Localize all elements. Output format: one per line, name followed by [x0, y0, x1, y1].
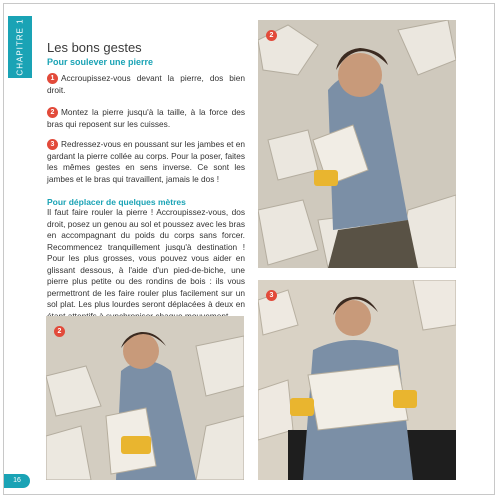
step-badge: 3: [47, 139, 58, 150]
photo-step-badge: 2: [266, 30, 277, 41]
step-text: Accroupissez-vous devant la pierre, dos bien droit.: [47, 73, 245, 95]
photo-illustration: [258, 280, 456, 480]
step-text: Redressez-vous en poussant sur les jambes et en gardant la pierre collée au corps. Pour la poser, faites les mêmes gestes en sens inverse. Ce sont les jambes et le bras qui travaillent, jamais le dos !: [47, 139, 246, 184]
page-subtitle: Pour soulever une pierre: [47, 57, 154, 67]
step-2: [47, 107, 245, 130]
photo-lifting-stone-step2: [258, 20, 456, 268]
step-text: Montez la pierre jusqu'à la taille, à la force des bras qui reposent sur les cuisses.: [47, 107, 245, 129]
photo-illustration: [258, 20, 456, 268]
photo-step-badge: 2: [54, 326, 65, 337]
page-title: Les bons gestes: [47, 40, 142, 55]
photo-illustration: [46, 316, 244, 480]
photo-crouching-stone-step2: [46, 316, 244, 480]
body-text: Il faut faire rouler la pierre ! Accroupissez-vous, dos droit, posez un genou au sol et poussez avec les bras en accompagnant du poids du corps sans forcer. Recommencez tranquillement jusqu'à destination ! Pour les plus grosses, vous pouvez vous aider en glissant dessous, à l'aide d'un pied-de-biche, une pierre plus petite ou des rondins de bois : ils vous permettront de les faire rouler plus facilement sur un sol plat. Les plus lourdes seront déplacées à deux en: [47, 207, 245, 309]
chapter-tab-label: CHAPITRE 1: [15, 18, 25, 76]
step-badge: 1: [47, 73, 58, 84]
page-number: 16: [4, 474, 30, 488]
chapter-tab: [8, 16, 32, 78]
step-1: [47, 73, 245, 96]
photo-standing-stone-step3: [258, 280, 456, 480]
photo-step-badge: 3: [266, 290, 277, 301]
section-heading: Pour déplacer de quelques mètres: [47, 197, 186, 207]
step-3: [47, 139, 245, 185]
step-badge: 2: [47, 107, 58, 118]
